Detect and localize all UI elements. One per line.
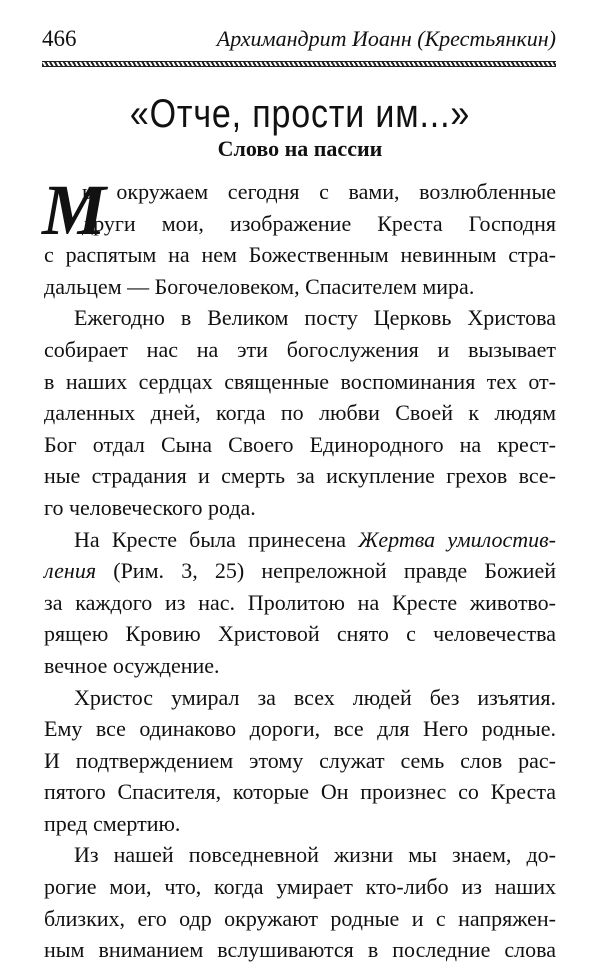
text-line: ным вниманием вслушиваются в последние слова bbox=[44, 937, 556, 963]
text-line: вечное осуждение. bbox=[44, 652, 220, 678]
paragraph bbox=[44, 839, 556, 965]
text-line: рящею Кровию Христовой снято с человечества bbox=[44, 621, 556, 647]
text-line: пред смертию. bbox=[44, 810, 181, 836]
page-number: 466 bbox=[42, 26, 77, 51]
text-segment: На Кресте была принесена bbox=[74, 526, 359, 552]
text-line: ные страдания и смерть за искупление грехов все- bbox=[44, 463, 556, 489]
paragraph bbox=[44, 302, 556, 523]
body-text bbox=[42, 170, 557, 966]
text-line: собирает нас на эти богослужения и вызывает bbox=[44, 336, 556, 362]
text-line: дальцем — Богочеловеком, Спасителем мира. bbox=[44, 273, 475, 299]
italic-quote: ления bbox=[44, 558, 97, 584]
text-line: даленных дней, когда по любви Своей к людям bbox=[44, 400, 556, 426]
text-line: близких, его одр окружают родные и с напряжен- bbox=[44, 905, 556, 931]
text-line: за каждого из нас. Пролитою на Кресте животво- bbox=[44, 589, 556, 615]
chapter-title: «Отче, прости им...» bbox=[129, 92, 471, 136]
text-line: пятого Спасителя, которые Он произнес со Креста bbox=[44, 779, 556, 805]
text-line: Из нашей повседневной жизни мы знаем, до- bbox=[74, 842, 556, 868]
text-line: в наших сердцах священные воспоминания тех от- bbox=[44, 368, 556, 394]
text-line: ы окружаем сегодня с вами, возлюбленные bbox=[82, 179, 556, 204]
text-line: го человеческого рода. bbox=[44, 494, 256, 520]
drop-cap: М bbox=[42, 170, 107, 250]
paragraph bbox=[42, 170, 556, 302]
paragraph bbox=[44, 524, 556, 682]
text-line bbox=[44, 555, 556, 587]
decorative-rope-rule bbox=[42, 61, 556, 67]
text-line: рогие мои, что, когда умирает кто-либо из наших bbox=[44, 874, 556, 900]
italic-quote: Жертва умилостив- bbox=[358, 526, 557, 552]
text-line: други мои, изображение Креста Господня bbox=[82, 210, 556, 236]
text-line bbox=[44, 524, 556, 556]
text-line: И подтверждением этому служат семь слов рас- bbox=[44, 747, 556, 773]
paragraph bbox=[44, 682, 556, 840]
text-segment: (Рим. 3, 25) непреложной правде Божией bbox=[96, 558, 556, 584]
text-line: Ему все одинаково дороги, все для Него родные. bbox=[44, 716, 556, 742]
text-line: с распятым на нем Божественным невинным стра- bbox=[44, 242, 556, 268]
chapter-subtitle: Слово на пассии bbox=[217, 136, 383, 161]
text-line: Христос умирал за всех людей без изъятия. bbox=[74, 684, 556, 710]
text-line: Бог отдал Сына Своего Единородного на крест- bbox=[44, 431, 556, 457]
running-title: Архимандрит Иоанн (Крестьянкин) bbox=[216, 26, 556, 51]
text-line: Ежегодно в Великом посту Церковь Христова bbox=[74, 305, 556, 331]
